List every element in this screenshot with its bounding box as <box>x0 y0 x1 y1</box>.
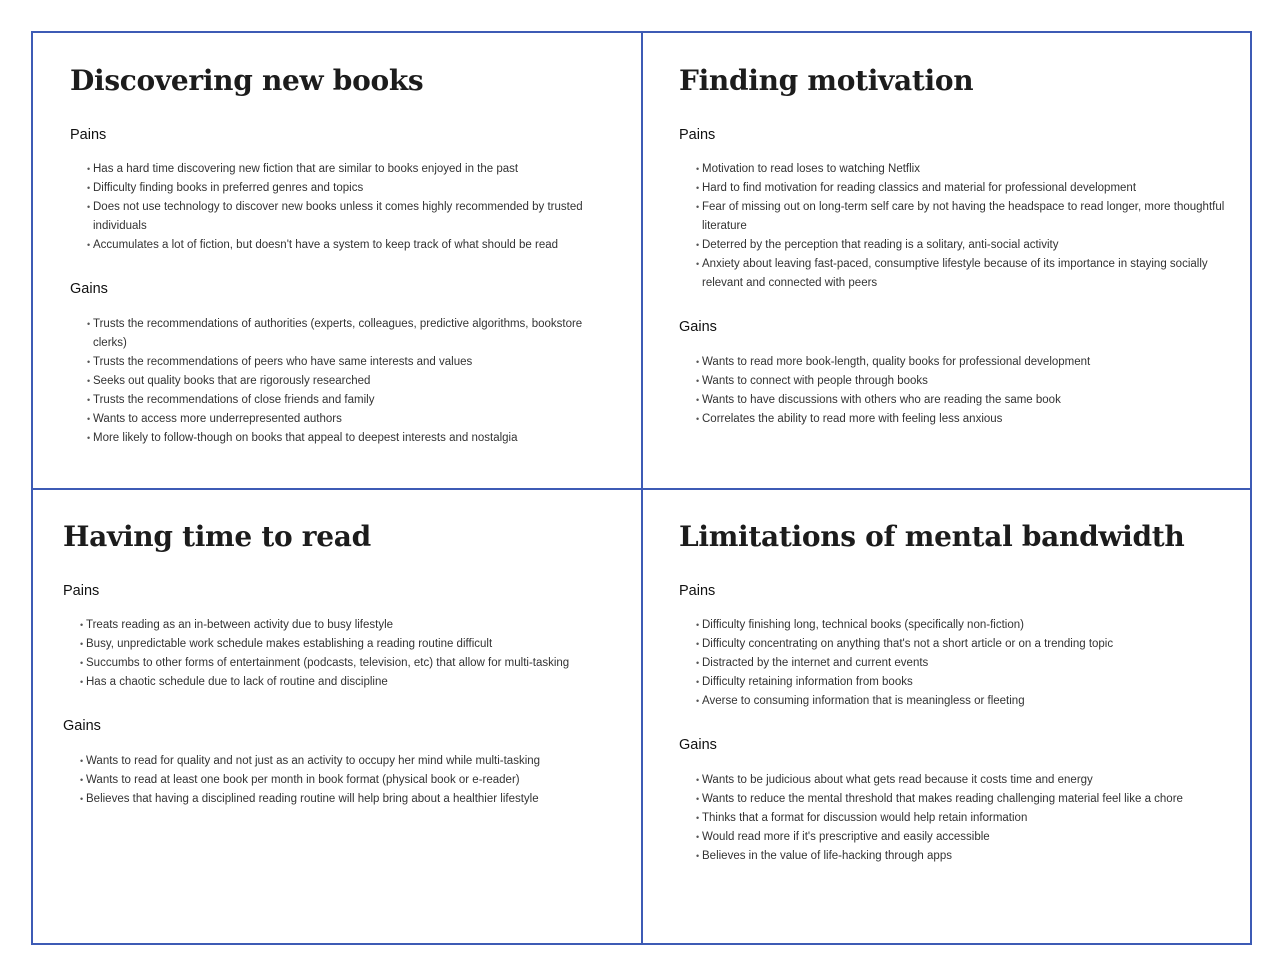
gains-list <box>70 315 605 448</box>
gain-item: • Thinks that a format for discussion would help retain information <box>696 809 1229 828</box>
gains-heading: Gains <box>679 737 717 753</box>
pains-list <box>70 160 605 255</box>
pain-item: • Difficulty finishing long, technical books (specifically non-fiction) <box>696 616 1229 635</box>
gains-list <box>679 771 1229 866</box>
pain-item: • Has a hard time discovering new fiction that are similar to books enjoyed in the past <box>87 160 605 179</box>
horizontal-divider <box>33 488 1250 490</box>
pain-item: • Succumbs to other forms of entertainment (podcasts, television, etc) that allow for multi-tasking <box>80 654 608 673</box>
card-discovering-new-books <box>70 63 605 448</box>
gain-item: • Believes in the value of life-hacking through apps <box>696 847 1229 866</box>
gains-heading: Gains <box>70 281 108 297</box>
pain-item: • Treats reading as an in-between activity due to busy lifestyle <box>80 616 608 635</box>
gain-item: • Wants to reduce the mental threshold that makes reading challenging material feel like a chore <box>696 790 1229 809</box>
pain-item: • Averse to consuming information that is meaningless or fleeting <box>696 692 1229 711</box>
gains-heading: Gains <box>63 718 101 734</box>
pain-item: • Distracted by the internet and current events <box>696 654 1229 673</box>
pain-item: • Has a chaotic schedule due to lack of routine and discipline <box>80 673 608 692</box>
pains-heading: Pains <box>679 583 716 599</box>
pains-list <box>679 160 1229 293</box>
pain-item: • Anxiety about leaving fast-paced, consumptive lifestyle because of its importance in staying socially relevant and connected with peers <box>696 255 1229 293</box>
gain-item: • Wants to access more underrepresented authors <box>87 410 605 429</box>
pain-item: • Difficulty finding books in preferred genres and topics <box>87 179 605 198</box>
gain-item: • Correlates the ability to read more with feeling less anxious <box>696 410 1229 429</box>
gain-item: • Wants to be judicious about what gets read because it costs time and energy <box>696 771 1229 790</box>
gain-item: • Trusts the recommendations of authorities (experts, colleagues, predictive algorithms, bookstore clerks) <box>87 315 605 353</box>
gain-item: • Believes that having a disciplined reading routine will help bring about a healthier lifestyle <box>80 790 608 809</box>
pains-heading: Pains <box>679 127 716 143</box>
pain-item: • Motivation to read loses to watching Netflix <box>696 160 1229 179</box>
gains-list <box>679 353 1229 429</box>
pain-item: • Hard to find motivation for reading classics and material for professional development <box>696 179 1229 198</box>
gain-item: • Wants to read more book-length, quality books for professional development <box>696 353 1229 372</box>
gain-item: • Wants to connect with people through books <box>696 372 1229 391</box>
gain-item: • Wants to read at least one book per month in book format (physical book or e-reader) <box>80 771 608 790</box>
pain-item: • Fear of missing out on long-term self care by not having the headspace to read longer, more thoughtful literature <box>696 198 1229 236</box>
card-finding-motivation <box>679 63 1229 429</box>
pain-item: • Deterred by the perception that reading is a solitary, anti-social activity <box>696 236 1229 255</box>
gain-item: • More likely to follow-though on books that appeal to deepest interests and nostalgia <box>87 429 605 448</box>
card-title: Having time to read <box>63 520 371 553</box>
card-having-time-to-read <box>63 519 608 809</box>
gain-item: • Would read more if it's prescriptive and easily accessible <box>696 828 1229 847</box>
pain-item: • Difficulty retaining information from books <box>696 673 1229 692</box>
pain-item: • Difficulty concentrating on anything that's not a short article or on a trending topic <box>696 635 1229 654</box>
pains-gains-grid <box>31 31 1252 945</box>
pain-item: • Accumulates a lot of fiction, but doesn't have a system to keep track of what should be read <box>87 236 605 255</box>
gain-item: • Trusts the recommendations of peers who have same interests and values <box>87 353 605 372</box>
gains-heading: Gains <box>679 319 717 335</box>
gain-item: • Trusts the recommendations of close friends and family <box>87 391 605 410</box>
gain-item: • Wants to have discussions with others who are reading the same book <box>696 391 1229 410</box>
gain-item: • Wants to read for quality and not just as an activity to occupy her mind while multi-tasking <box>80 752 608 771</box>
card-title: Discovering new books <box>70 64 424 97</box>
pains-list <box>679 616 1229 711</box>
pain-item: • Busy, unpredictable work schedule makes establishing a reading routine difficult <box>80 635 608 654</box>
card-title: Finding motivation <box>679 64 974 97</box>
gain-item: • Seeks out quality books that are rigorously researched <box>87 372 605 391</box>
pains-heading: Pains <box>70 127 107 143</box>
card-title: Limitations of mental bandwidth <box>679 520 1185 553</box>
pains-heading: Pains <box>63 583 100 599</box>
pain-item: • Does not use technology to discover new books unless it comes highly recommended by trusted individuals <box>87 198 605 236</box>
pains-list <box>63 616 608 692</box>
gains-list <box>63 752 608 809</box>
card-limitations-of-mental-bandwidth <box>679 519 1229 866</box>
